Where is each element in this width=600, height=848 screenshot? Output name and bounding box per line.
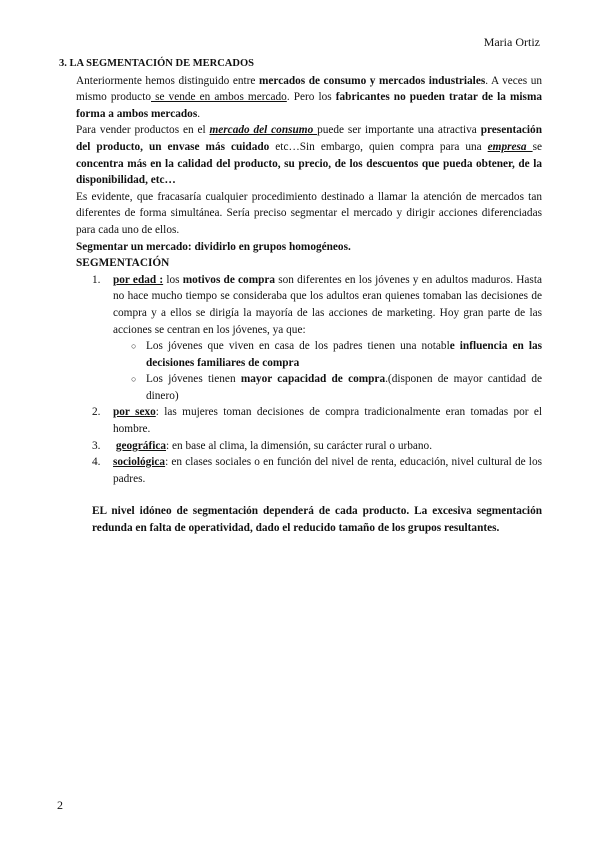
- text-run: . Pero los: [286, 91, 336, 104]
- text-run: .(disponen de mayor cantidad de dinero): [146, 373, 543, 402]
- segmentation-heading: SEGMENTACIÓN: [76, 257, 170, 270]
- list-number: 1.: [92, 273, 101, 286]
- text-run: : las mujeres toman decisiones de compra tradicionalmente eran tomadas por el hombre.: [113, 406, 542, 436]
- list-item-geographic: [59, 438, 542, 455]
- section-title: 3. LA SEGMENTACIÓN DE MERCADOS: [59, 58, 254, 69]
- text-run: Para vender productos en el: [76, 124, 210, 137]
- text-run: Los jóvenes que viven en casa de los padres tienen una notabl: [146, 340, 450, 353]
- paragraph-evident: Es evidente, que fracasaría cualquier procedimiento destinado a llamar la atención de mercados tan diferentes de forma simultánea. Sería preciso segmentar el mercado y dirigir acciones diferenciadas para cada uno de ellos.: [76, 190, 542, 236]
- text-run: : en clases sociales o en función del nivel de renta, educación, nivel cultural de los padres.: [113, 456, 542, 485]
- underline-run: se vende en ambos mercado: [151, 91, 287, 104]
- conclusion-paragraph: EL nivel idóneo de segmentación dependerá de cada producto. La excesiva segmentación redunda en falta de operatividad, dado el reducido tamaño de los grupos resultantes.: [92, 505, 542, 535]
- spacer: [59, 487, 542, 503]
- text-run: Anteriormente hemos distinguido entre: [76, 74, 259, 87]
- page-number: 2: [57, 798, 63, 812]
- circle-bullet-icon: ○: [131, 341, 137, 352]
- list-number: 3.: [92, 439, 101, 452]
- text-run: .: [197, 107, 201, 120]
- sub-list: [113, 338, 542, 404]
- bold-run: presentación del producto, un envase más cuidado: [76, 124, 542, 153]
- bold-italic-underline-run: mercado del consumo: [209, 124, 318, 137]
- list-item-sex: [59, 404, 542, 437]
- bold-run: mayor capacidad de compra: [240, 373, 386, 386]
- text-run: los: [163, 273, 183, 286]
- bold-italic-underline-run: empresa: [487, 140, 533, 153]
- list-item-sociological: [59, 454, 542, 487]
- paragraph-consumer: [59, 122, 542, 188]
- text-run: . A veces un mismo producto: [76, 74, 542, 104]
- text-run: son diferentes en los jóvenes y en adultos maduros. Hasta no hace mucho tiempo se consideraba que los adultos eran quienes tomaban las decisiones de compra y a ellos se dirigía la mayoría de las acciones de marketing. Hoy gran parte de las acciones se centran en los jóvenes, ya que:: [113, 273, 542, 336]
- paragraph-markets: [59, 73, 542, 123]
- bold-run: motivos de compra: [182, 273, 276, 286]
- text-run: se: [532, 140, 542, 153]
- bold-run: mercados de consumo y mercados industriales: [258, 74, 486, 87]
- paragraph-definition: Segmentar un mercado: dividirlo en grupos homogéneos.: [76, 240, 351, 253]
- list-label: por sexo: [113, 406, 156, 419]
- sub-list-item: [113, 371, 542, 404]
- list-label: por edad :: [113, 273, 164, 286]
- list-label: sociológica: [113, 456, 166, 469]
- bold-run: e influencia en las decisiones familiares de compra: [146, 340, 543, 369]
- bold-run: fabricantes no pueden tratar de la misma forma a ambos mercados: [76, 91, 542, 120]
- text-run: puede ser importante una atractiva: [317, 124, 481, 137]
- circle-bullet-icon: ○: [131, 374, 137, 385]
- list-item-age: [59, 272, 542, 405]
- segmentation-list: [59, 272, 542, 488]
- list-label: geográfica: [115, 439, 167, 452]
- bold-run: concentra más en la calidad del producto, su precio, de los descuentos que pueda obtener, de la disponibilidad, etc…: [76, 157, 542, 187]
- text-run: : en base al clima, la dimensión, su carácter rural o urbano.: [166, 439, 433, 452]
- document-body: [59, 56, 542, 537]
- text-run: etc…Sin embargo, quien compra para una: [269, 140, 488, 153]
- list-number: 2.: [92, 406, 101, 419]
- list-number: 4.: [92, 456, 101, 469]
- sub-list-item: [113, 338, 542, 371]
- author-header: Maria Ortiz: [483, 35, 540, 49]
- text-run: Los jóvenes tienen: [146, 373, 241, 386]
